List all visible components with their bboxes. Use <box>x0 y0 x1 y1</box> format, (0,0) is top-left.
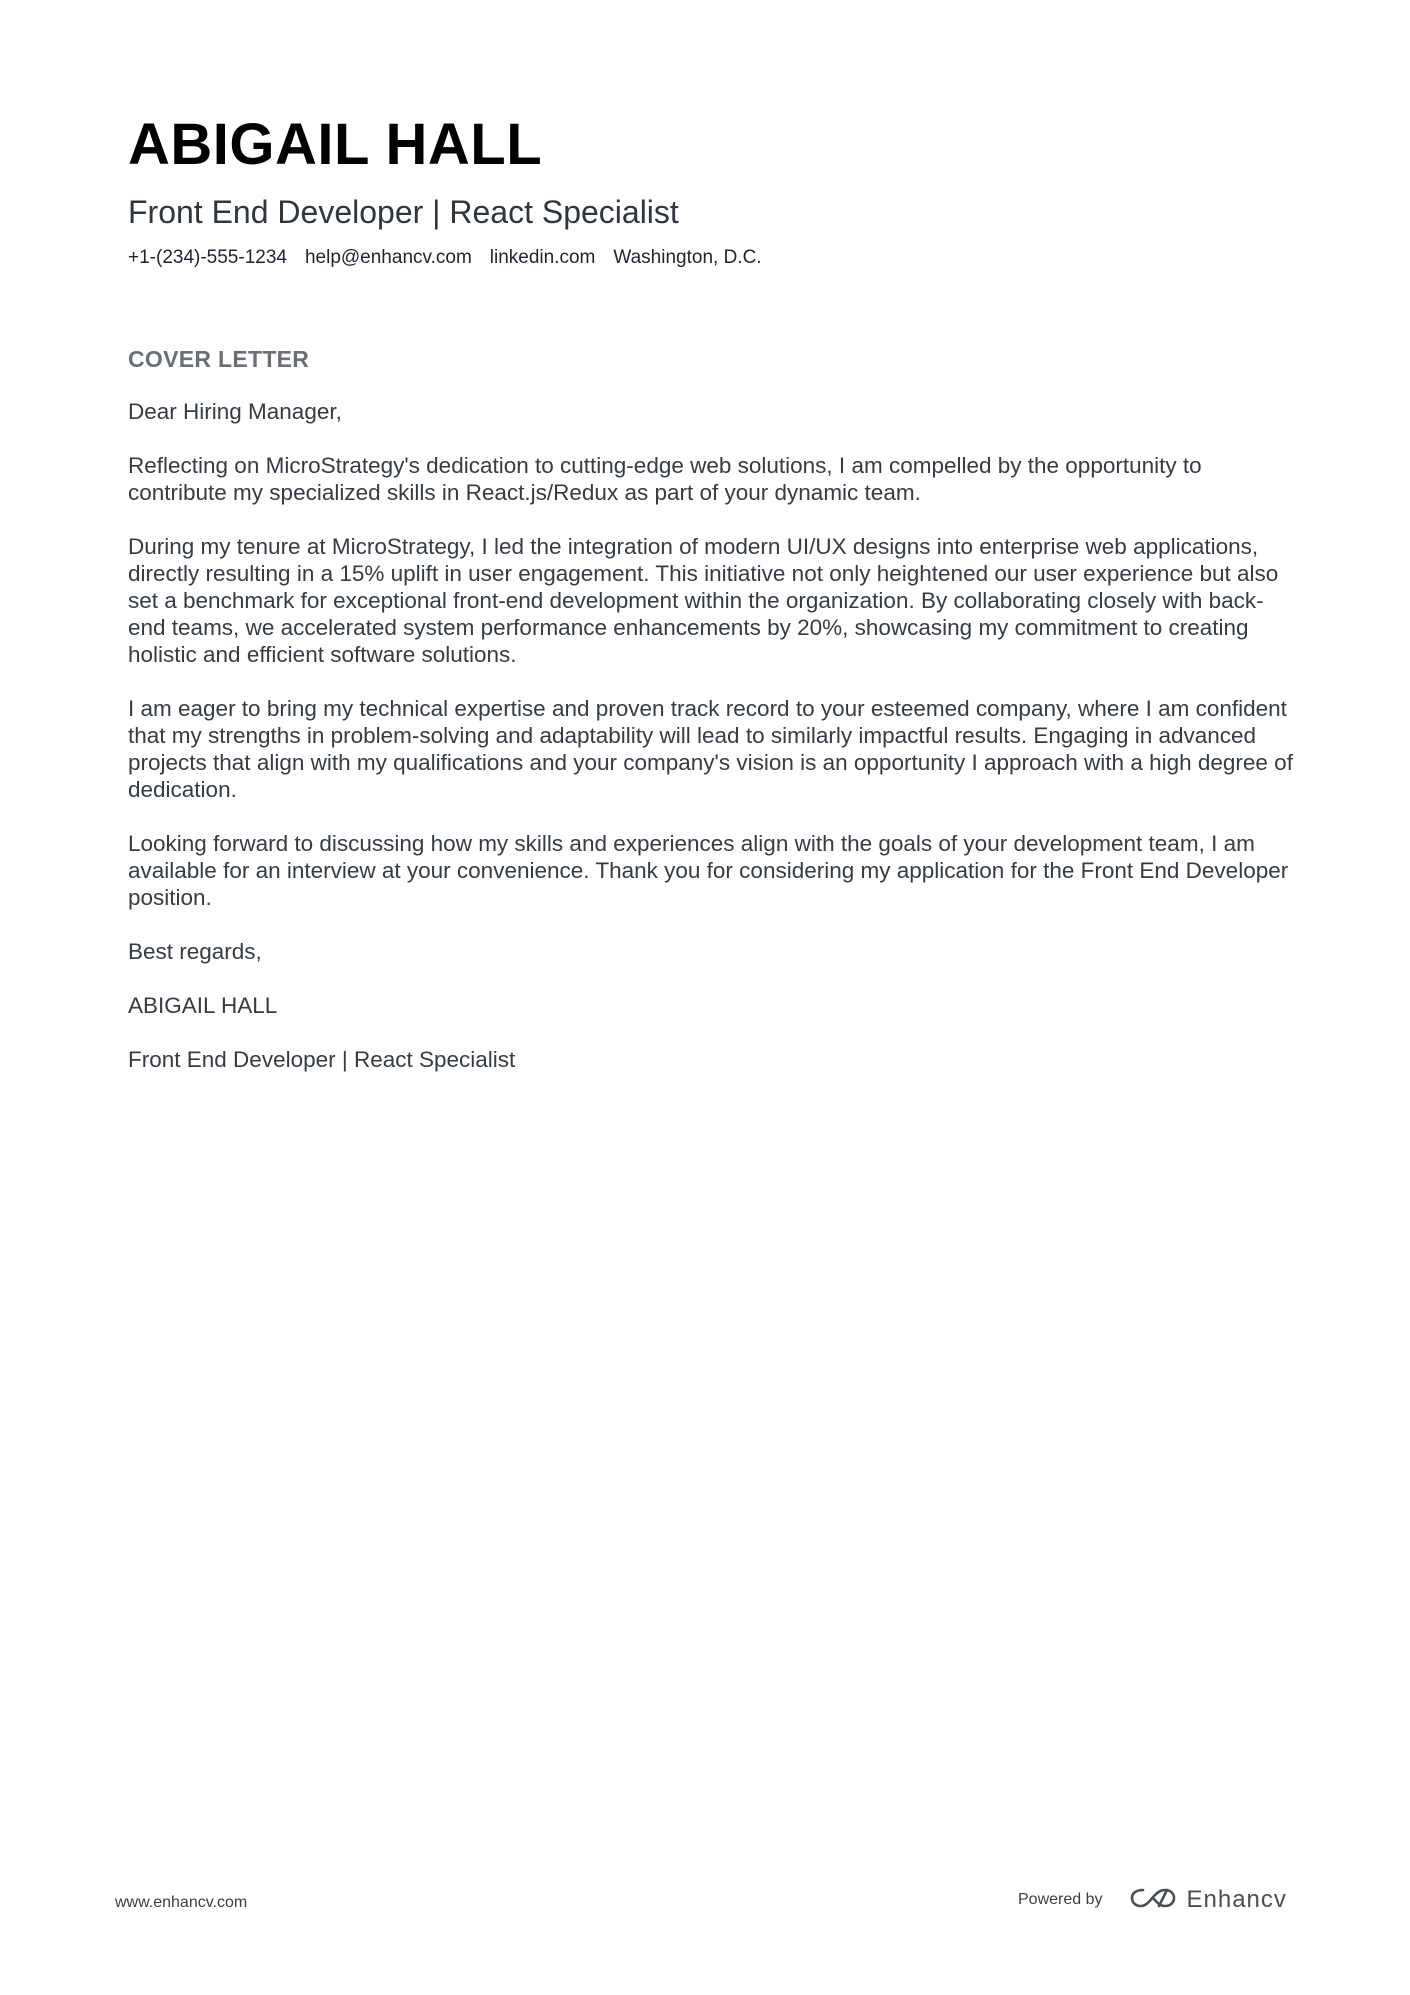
letter-paragraph: During my tenure at MicroStrategy, I led the integration of modern UI/UX designs into enterprise web applications, directly resulting in a 15% uplift in user engagement. This initiative not only heightened our user experience but also set a benchmark for exceptional front-end development within the organization. By collaborating closely with back-end teams, we accelerated system performance enhancements by 20%, showcasing my commitment to creating holistic and efficient software solutions. <box>128 534 1279 667</box>
letter-paragraph: I am eager to bring my technical expertise and proven track record to your esteemed company, where I am confident that my strengths in problem-solving and adaptability will lead to similarly impactful results. Engaging in advanced projects that align with my qualifications and your company's vision is an opportunity I approach with a high degree of dedication. <box>128 696 1293 802</box>
brand-logo[interactable] <box>1129 1885 1287 1916</box>
candidate-title: Front End Developer | React Specialist <box>128 194 679 230</box>
candidate-name: ABIGAIL HALL <box>128 112 543 177</box>
contact-email[interactable]: help@enhancv.com <box>304 247 472 268</box>
closing: Best regards, <box>128 939 262 964</box>
salutation: Dear Hiring Manager, <box>128 399 342 424</box>
signature-name: ABIGAIL HALL <box>128 993 278 1018</box>
contact-linkedin[interactable]: linkedin.com <box>489 247 596 268</box>
powered-by-label: Powered by <box>1018 1891 1103 1908</box>
contact-phone: +1-(234)-555-1234 <box>128 247 287 268</box>
contact-info <box>128 246 1288 270</box>
footer-branding <box>1018 1880 1287 1920</box>
contact-location: Washington, D.C. <box>613 247 762 268</box>
header <box>128 112 1288 270</box>
section-title: COVER LETTER <box>128 346 310 372</box>
footer-website[interactable]: www.enhancv.com <box>115 1894 248 1911</box>
brand-name: Enhancv <box>1186 1886 1287 1913</box>
letter-body <box>128 398 1298 1100</box>
signature-title: Front End Developer | React Specialist <box>128 1047 516 1072</box>
letter-paragraph: Looking forward to discussing how my skills and experiences align with the goals of your development team, I am available for an interview at your convenience. Thank you for considering my application for the Front End Developer position. <box>128 831 1289 910</box>
letter-paragraph: Reflecting on MicroStrategy's dedication to cutting-edge web solutions, I am compelled by the opportunity to contribute my specialized skills in React.js/Redux as part of your dynamic team. <box>128 453 1202 505</box>
enhancv-logo-icon <box>1129 1885 1177 1916</box>
